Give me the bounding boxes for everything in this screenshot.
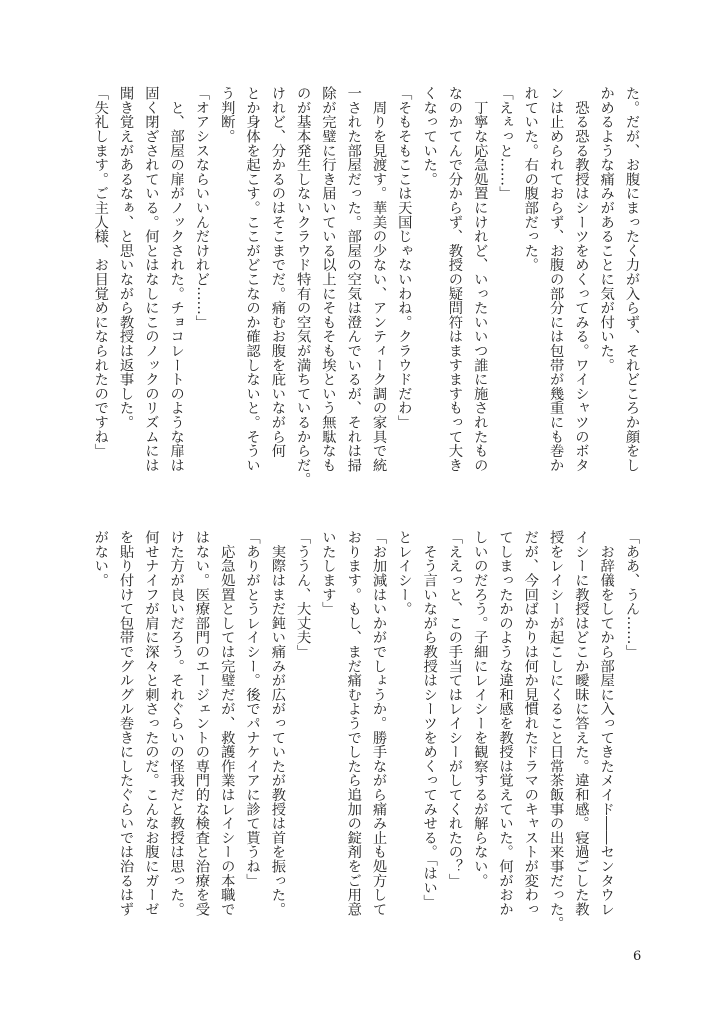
text-column: れていた。右の腹部だった。 — [522, 86, 539, 272]
text-column: 応急処置としては完璧だが、救護作業はレイシーの本職で — [219, 530, 236, 917]
text-column: 「ありがとうレイシー。後でパナケイアに診て貰うね」 — [244, 530, 261, 888]
text-column: 「オアシスならいいんだけれど……」 — [193, 86, 210, 330]
text-column: た。だが、お腹にまったく力が入らず、それどころか顔をし — [624, 86, 640, 473]
text-column: う判断。 — [219, 86, 236, 144]
text-column: 恐る恐る教授はシーツをめくってみる。ワイシャツのボタ — [573, 86, 590, 473]
page-number: 6 — [633, 949, 642, 964]
text-column: 「ああ、うん……」 — [624, 530, 640, 659]
text-column: なのかてんで分からず、教授の疑問符はますますもって大き — [446, 86, 463, 473]
text-column: 除が完璧に行き届いている以上にそもそも埃という無駄なも — [320, 86, 337, 473]
text-column: かめるような痛みがあることに気が付いた。 — [598, 86, 615, 372]
text-column: 「失礼します。ご主人様、お目覚めになられたのですね」 — [92, 86, 109, 458]
text-column: お辞儀をしてから部屋に入ってきたメイド――センタウレ — [598, 530, 615, 917]
text-column: と、部屋の扉がノックされた。チョコレートのような扉は — [168, 86, 185, 473]
text-column: 授をレイシーが起こしにくること日常茶飯事の出来事だった。 — [548, 530, 565, 931]
text-column: そう言いながら教授はシーツをめくってみせる。「はい」 — [421, 530, 438, 909]
text-column: とか身体を起こす。ここがどこなのか確認しないと。そうい — [244, 86, 261, 473]
text-column: 一された部屋だった。部屋の空気は澄んでいるが、それは掃 — [345, 86, 362, 473]
text-column: 「ううん、大丈夫」 — [295, 530, 312, 659]
text-column: 「お加減はいかがでしょうか。勝手ながら痛み止も処方して — [371, 530, 388, 917]
text-column: はない。医療部門のエージェントの専門的な検査と治療を受 — [193, 530, 210, 917]
text-column: 周りを見渡す。華美の少ない、アンティーク調の家具で統 — [371, 86, 388, 473]
text-column: 「そもそもここは天国じゃないわね。クラウドだわ」 — [396, 86, 413, 430]
text-column: 実際はまだ鈍い痛みが広がっていたが教授は首を振った。 — [269, 530, 286, 917]
text-column: おります。もし、まだ痛むようでしたら追加の錠剤をご用意 — [345, 530, 362, 917]
text-column: 聞き覚えがあるなぁ、と思いながら教授は返事した。 — [118, 86, 135, 430]
text-block-top — [92, 86, 644, 486]
text-column: のが基本発生しないクラウド特有の空気が満ちているからだ。 — [295, 86, 312, 487]
text-column: しいのだろう。子細にレイシーを観察するが解らない。 — [472, 530, 489, 888]
text-column: イシーに教授はどこか曖昧に答えた。違和感。寝過ごした教 — [573, 530, 590, 917]
text-block-bottom — [92, 530, 644, 930]
text-column: いたします」 — [320, 530, 337, 616]
text-column: を貼り付けて包帯でグルグル巻きにしたぐらいでは治るはず — [118, 530, 135, 917]
text-column: 固く閉ざされている。何とはなしにこのノックのリズムには — [143, 86, 160, 473]
text-column: 丁寧な応急処置にけれど、いったいいつ誰に施されたもの — [472, 86, 489, 473]
text-column: 何せナイフが肩に深々と刺さったのだ。こんなお腹にガーゼ — [143, 530, 160, 917]
text-column: くなっていた。 — [421, 86, 438, 187]
text-column: とレイシー。 — [396, 530, 413, 616]
text-column: けた方が良いだろう。それぐらいの怪我だと教授は思った。 — [168, 530, 185, 917]
text-column: 「えぇっと……」 — [497, 86, 514, 201]
text-column: けれど、分かるのはそこまでだ。痛むお腹を庇いながら何 — [269, 86, 286, 458]
text-column: だが、今回ばかりは何か見慣れたドラマのキャストが変わっ — [522, 530, 539, 917]
text-column: ンは止められておらず、お腹の部分には包帯が幾重にも巻か — [548, 86, 565, 473]
text-column: がない。 — [92, 530, 109, 588]
text-column: てしまったかのような違和感を教授は覚えていた。何がおか — [497, 530, 514, 917]
text-column: 「ええっと、この手当てはレイシーがしてくれたの？」 — [446, 530, 463, 888]
